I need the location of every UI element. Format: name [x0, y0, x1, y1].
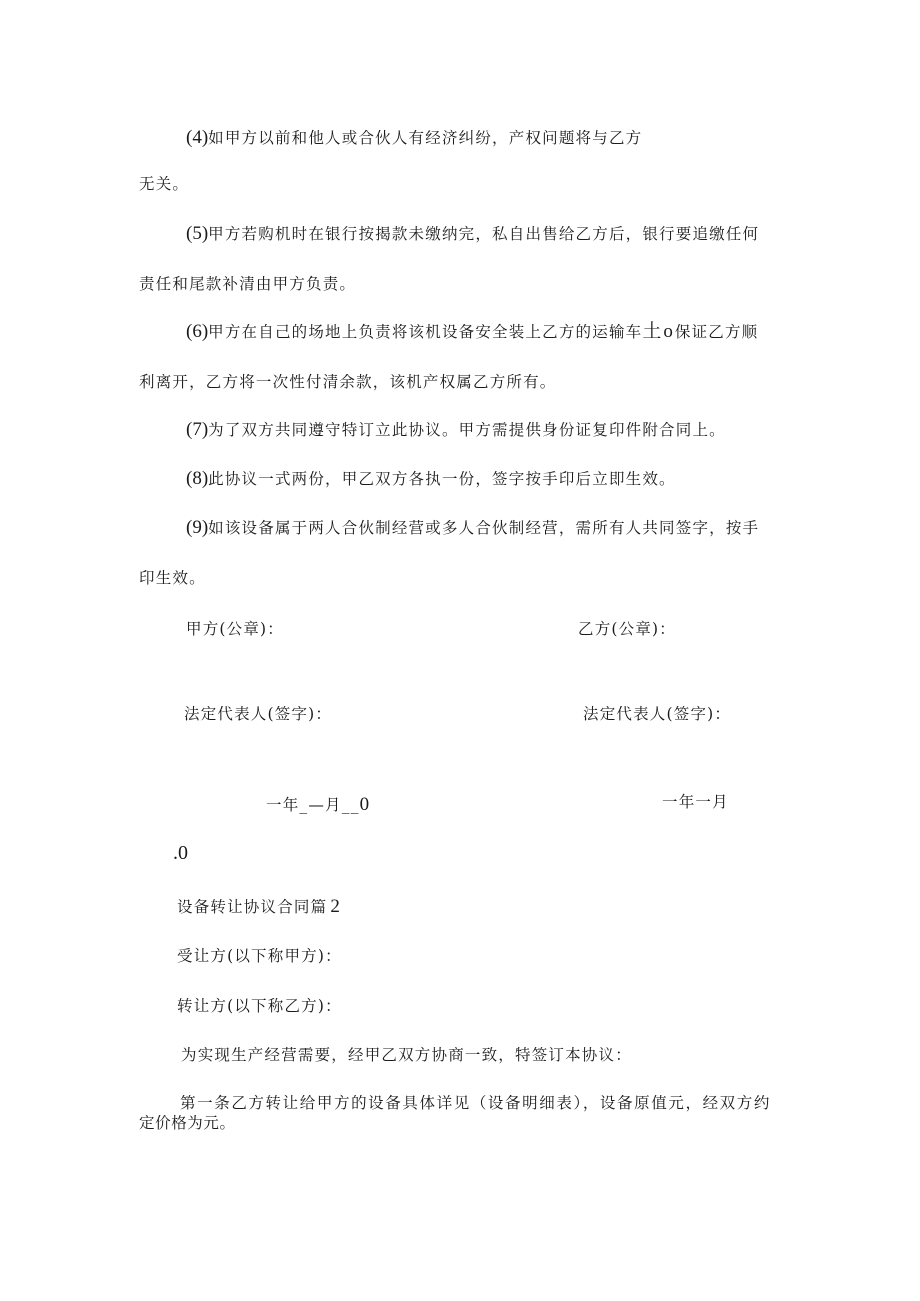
party-b-date: 一年一月 [662, 793, 729, 811]
transferee-line: 受让方(以下称甲方)： [177, 947, 342, 965]
clause-8 [186, 469, 676, 489]
party-b-seal-label: 乙方(公章)： [578, 620, 676, 638]
trailing-mark: .0 [173, 842, 188, 864]
section-title-text: 设备转让协议合同篇 [177, 898, 328, 916]
clause-9 [186, 518, 759, 538]
clause-6-continuation: 利离开，乙方将一次性付清余款，该机产权属乙方所有。 [139, 373, 557, 391]
clause-number: (9) [186, 517, 209, 538]
transferor-line: 转让方(以下称乙方)： [177, 997, 342, 1015]
party-b-representative-label: 法定代表人(签字)： [583, 705, 732, 723]
article-1-line-1: 第一条乙方转让给甲方的设备具体详见（设备明细表），设备原值元，经双方约 [180, 1094, 770, 1112]
clause-text: 甲方若购机时在银行按揭款未缴纳完，私自出售给乙方后，银行要追缴任何 [208, 225, 760, 243]
party-a-representative-label: 法定代表人(签字)： [184, 705, 333, 723]
article-1-line-2: 定价格为元。 [139, 1114, 236, 1132]
clause-5-continuation: 责任和尾款补清由甲方负责。 [139, 275, 357, 293]
clause-text: 甲方在自己的场地上负责将该机设备安全装上乙方的运输车 [208, 323, 643, 341]
clause-text: 此协议一式两份，甲乙双方各执一份，签字按手印后立即生效。 [208, 470, 676, 488]
clause-text: 保证乙方顺 [674, 323, 759, 341]
clause-4-continuation: 无关。 [139, 175, 190, 193]
clause-number: (5) [186, 223, 209, 244]
section-title-number: 2 [330, 896, 340, 917]
party-a-date [266, 795, 369, 815]
date-trailing-digit: 0 [359, 794, 370, 815]
clause-number: (6) [186, 321, 209, 342]
clause-number: (8) [186, 468, 209, 489]
clause-5 [186, 224, 759, 244]
section-2-title [177, 897, 340, 917]
clause-4 [186, 128, 642, 148]
clause-9-continuation: 印生效。 [139, 569, 206, 587]
clause-text: 如该设备属于两人合伙制经营或多人合伙制经营，需所有人共同签字，按手 [208, 519, 760, 537]
clause-text: 如甲方以前和他人或合伙人有经济纠纷，产权问题将与乙方 [208, 129, 643, 147]
party-a-seal-label: 甲方(公章)： [186, 620, 284, 638]
intro-paragraph: 为实现生产经营需要，经甲乙双方协商一致，特签订本协议： [181, 1046, 632, 1064]
date-blank-text: 一年_—月__ [266, 796, 360, 814]
clause-6 [186, 322, 758, 342]
clause-7 [186, 420, 726, 440]
clause-text: 为了双方共同遵守特订立此协议。甲方需提供身份证复印件附合同上。 [208, 421, 726, 439]
clause-number: (4) [186, 127, 209, 148]
clause-text-ocr-fragment: 土o [642, 321, 675, 342]
clause-number: (7) [186, 419, 209, 440]
